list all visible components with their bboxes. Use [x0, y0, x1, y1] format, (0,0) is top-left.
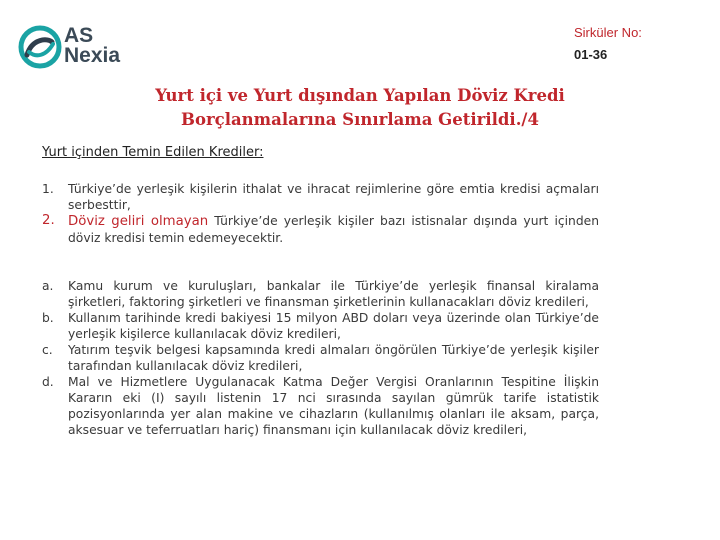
list-item-text: Mal ve Hizmetlere Uygulanacak Katma Değer Vergisi Oranlarının Tespitine İlişkin Kararın eki (I) sayılı listenin 17 nci sırasında sayılan gümrük tarife istatistik pozisyonlarında yer alan makine ve cihazların (kullanılmış olanları ile aksam, parça, aksesuar ve teferruatları hariç) finansmanı için kullanılacak döviz kredileri, [68, 375, 599, 437]
circular-label: Sirküler No: [574, 25, 642, 40]
list-marker: d. [42, 375, 54, 389]
as-nexia-swirl-logo-icon [21, 28, 59, 66]
list-marker: c. [42, 343, 53, 357]
list-marker: 1. [42, 182, 54, 196]
circular-number: 01-36 [574, 47, 608, 62]
lettered-list [42, 278, 599, 438]
list-item [42, 213, 599, 246]
list-item-text: Kamu kurum ve kuruluşları, bankalar ile Türkiye’de yerleşik finansal kiralama şirketleri, faktoring şirketleri ve finansman şirketlerinin kullanacakları döviz kredileri, [68, 279, 599, 309]
list-item [42, 374, 599, 438]
highlighted-text: Döviz geliri olmayan [68, 214, 209, 229]
numbered-list [42, 181, 599, 246]
logo-wordmark [64, 26, 120, 66]
list-item [42, 181, 599, 213]
list-item [42, 310, 599, 342]
page-title [100, 84, 620, 132]
list-item [42, 342, 599, 374]
list-marker: 2. [42, 213, 55, 228]
circular-info [574, 22, 642, 66]
list-marker: a. [42, 279, 54, 293]
list-item-text: Türkiye’de yerleşik kişiler bazı istisnalar dışında yurt içinden döviz kredisi temin edemeyecektir. [68, 214, 599, 245]
logo-line-1: AS [64, 24, 94, 47]
title-line-2: Borçlanmalarına Sınırlama Getirildi./4 [181, 110, 539, 129]
list-item-text: Yatırım teşvik belgesi kapsamında kredi almaları öngörülen Türkiye’de yerleşik kişiler tarafından kullanılacak döviz kredileri, [68, 343, 599, 373]
section-title: Yurt içinden Temin Edilen Krediler: [42, 145, 264, 160]
list-marker: b. [42, 311, 54, 325]
list-item-text: Türkiye’de yerleşik kişilerin ithalat ve ihracat rejimlerine göre emtia kredisi açmaları serbesttir, [68, 182, 599, 212]
list-item [42, 278, 599, 310]
title-line-1: Yurt içi ve Yurt dışından Yapılan Döviz Kredi [155, 86, 565, 105]
list-item-text: Kullanım tarihinde kredi bakiyesi 15 milyon ABD doları veya üzerinde olan Türkiye’de yerleşik kişilerce kullanılacak döviz kredileri, [68, 311, 599, 341]
logo-line-2: Nexia [64, 44, 121, 67]
